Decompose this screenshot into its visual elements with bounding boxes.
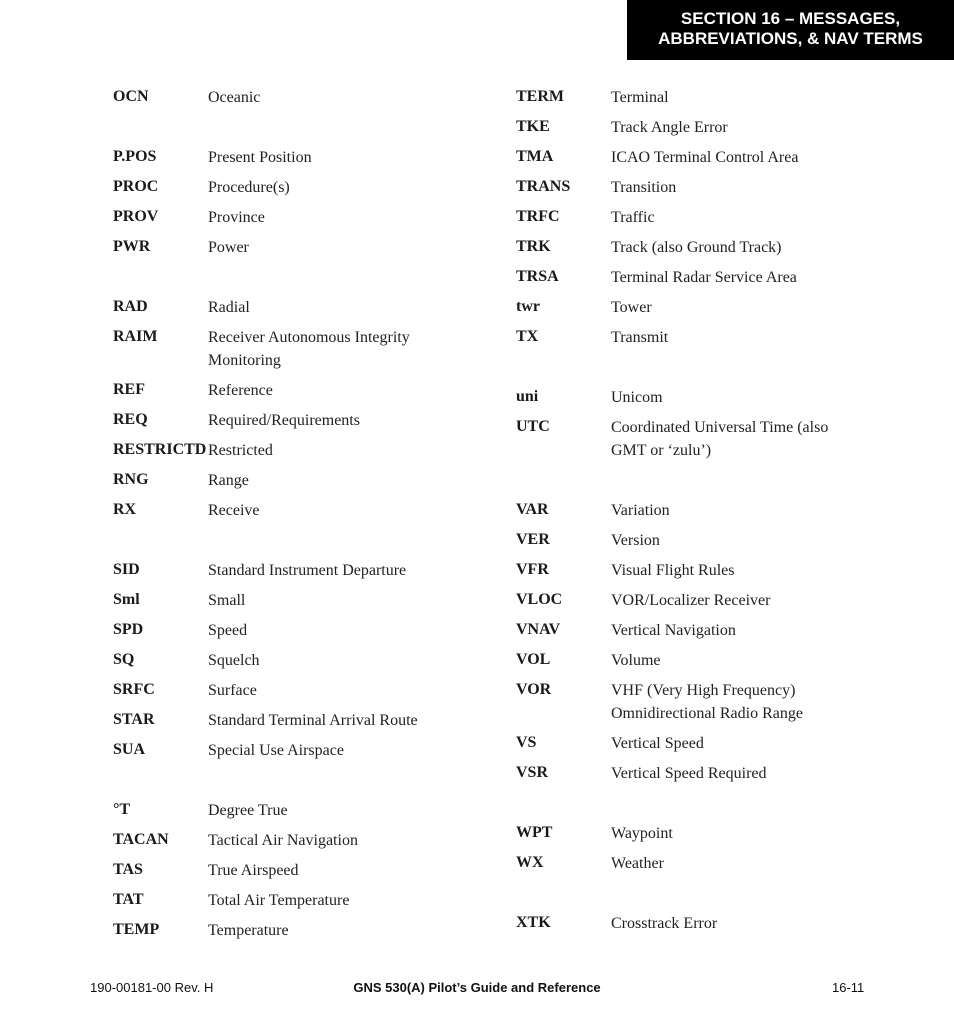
abbreviation-meaning: Speed: [208, 622, 248, 639]
abbreviation-code: VLOC: [516, 591, 563, 608]
footer-doc-number: 190-00181-00 Rev. H: [90, 980, 214, 995]
abbreviation-meaning: Standard Instrument Departure: [208, 562, 407, 579]
abbreviation-code: SID: [113, 561, 140, 578]
abbreviation-code: REF: [113, 381, 145, 398]
abbreviation-code: SRFC: [113, 681, 155, 698]
abbreviation-entry: [113, 829, 443, 859]
abbreviations-left-column: [113, 86, 443, 949]
abbreviation-meaning: Track (also Ground Track): [611, 239, 782, 256]
abbreviation-entry: [113, 499, 443, 529]
abbreviation-code: P.POS: [113, 148, 157, 165]
abbreviation-meaning: Degree True: [208, 802, 288, 819]
abbreviation-meaning: Range: [208, 472, 249, 489]
abbreviation-code: VFR: [516, 561, 549, 578]
abbreviation-entry: [113, 236, 443, 266]
abbreviation-entry: [113, 649, 443, 679]
abbreviation-meaning: Province: [208, 209, 265, 226]
abbreviation-code: TACAN: [113, 831, 169, 848]
abbreviation-entry: [113, 176, 443, 206]
section-header-line1: SECTION 16 – MESSAGES,: [680, 9, 901, 28]
abbreviation-code: PROV: [113, 208, 159, 225]
abbreviation-code: PWR: [113, 238, 151, 255]
abbreviation-entry: [516, 296, 846, 326]
abbreviation-code: VNAV: [516, 621, 561, 638]
abbreviation-code: TRSA: [516, 268, 559, 285]
abbreviation-entry: [516, 649, 846, 679]
abbreviation-code: TX: [516, 328, 539, 345]
abbreviation-entry: [516, 146, 846, 176]
abbreviation-meaning: Small: [208, 592, 246, 609]
abbreviation-code: UTC: [516, 418, 550, 435]
abbreviation-code: TERM: [516, 88, 564, 105]
abbreviation-code: VS: [516, 734, 537, 751]
abbreviation-meaning: Variation: [611, 502, 670, 519]
abbreviation-meaning: Power: [208, 239, 249, 256]
abbreviation-meaning: Terminal: [611, 89, 669, 106]
abbreviation-meaning: Tower: [611, 299, 652, 316]
abbreviation-meaning: VHF (Very High Frequency) Omnidirectional Radio Range: [611, 682, 803, 722]
abbreviation-entry: [113, 439, 443, 469]
abbreviation-meaning: Radial: [208, 299, 250, 316]
abbreviation-code: °T: [113, 801, 131, 818]
abbreviation-meaning: Vertical Speed Required: [611, 765, 767, 782]
abbreviation-meaning: Receive: [208, 502, 260, 519]
abbreviation-meaning: Vertical Speed: [611, 735, 704, 752]
abbreviation-meaning: Unicom: [611, 389, 663, 406]
abbreviation-meaning: Surface: [208, 682, 257, 699]
abbreviation-entry: [516, 86, 846, 116]
abbreviation-code: VOL: [516, 651, 551, 668]
abbreviation-entry: [113, 889, 443, 919]
abbreviation-meaning: Standard Terminal Arrival Route: [208, 712, 418, 729]
abbreviation-meaning: Transition: [611, 179, 677, 196]
abbreviation-meaning: VOR/Localizer Receiver: [611, 592, 771, 609]
abbreviation-entry: [516, 236, 846, 266]
abbreviation-code: TRFC: [516, 208, 560, 225]
abbreviation-entry: [113, 86, 443, 116]
abbreviation-meaning: Temperature: [208, 922, 289, 939]
abbreviation-entry: [516, 416, 846, 469]
abbreviation-code: VSR: [516, 764, 549, 781]
abbreviation-meaning: Waypoint: [611, 825, 673, 842]
abbreviation-entry: [113, 739, 443, 769]
abbreviation-entry: [516, 499, 846, 529]
abbreviation-entry: [113, 709, 443, 739]
abbreviation-code: TRK: [516, 238, 551, 255]
abbreviation-meaning: Transmit: [611, 329, 669, 346]
abbreviation-entry: [113, 619, 443, 649]
abbreviation-meaning: Terminal Radar Service Area: [611, 269, 797, 286]
abbreviation-code: VER: [516, 531, 550, 548]
abbreviation-meaning: Special Use Airspace: [208, 742, 344, 759]
abbreviation-entry: [516, 822, 846, 852]
abbreviation-meaning: Required/Requirements: [208, 412, 360, 429]
abbreviation-meaning: Weather: [611, 855, 664, 872]
abbreviation-entry: [516, 266, 846, 296]
abbreviation-entry: [113, 589, 443, 619]
abbreviation-code: RNG: [113, 471, 149, 488]
abbreviation-entry: [516, 206, 846, 236]
abbreviation-meaning: Volume: [611, 652, 661, 669]
abbreviation-code: SPD: [113, 621, 144, 638]
abbreviation-entry: [113, 146, 443, 176]
abbreviation-meaning: Tactical Air Navigation: [208, 832, 358, 849]
abbreviation-code: TEMP: [113, 921, 160, 938]
abbreviation-meaning: Squelch: [208, 652, 260, 669]
abbreviation-meaning: Coordinated Universal Time (also GMT or ‘zulu’): [611, 419, 829, 459]
abbreviation-code: WPT: [516, 824, 553, 841]
abbreviation-entry: [516, 619, 846, 649]
abbreviation-code: STAR: [113, 711, 155, 728]
abbreviation-entry: [113, 919, 443, 949]
abbreviation-code: RESTRICTD: [113, 441, 207, 458]
abbreviation-code: TAS: [113, 861, 143, 878]
abbreviation-entry: [516, 852, 846, 882]
footer-title: GNS 530(A) Pilot’s Guide and Reference: [353, 980, 601, 995]
abbreviation-code: OCN: [113, 88, 149, 105]
abbreviation-entry: [113, 859, 443, 889]
abbreviation-code: RX: [113, 501, 137, 518]
abbreviation-entry: [516, 679, 846, 732]
abbreviations-right-column: [516, 86, 846, 942]
abbreviation-entry: [516, 732, 846, 762]
abbreviation-code: PROC: [113, 178, 159, 195]
abbreviation-code: VAR: [516, 501, 549, 518]
abbreviation-code: twr: [516, 298, 540, 315]
abbreviation-meaning: Reference: [208, 382, 273, 399]
abbreviation-meaning: True Airspeed: [208, 862, 299, 879]
abbreviation-code: TRANS: [516, 178, 571, 195]
abbreviation-code: VOR: [516, 681, 552, 698]
abbreviation-meaning: Restricted: [208, 442, 273, 459]
abbreviation-meaning: Vertical Navigation: [611, 622, 736, 639]
abbreviation-meaning: Visual Flight Rules: [611, 562, 735, 579]
abbreviation-code: Sml: [113, 591, 140, 608]
abbreviation-entry: [113, 559, 443, 589]
abbreviation-entry: [516, 762, 846, 792]
abbreviation-entry: [113, 206, 443, 236]
abbreviation-entry: [516, 386, 846, 416]
abbreviation-meaning: Crosstrack Error: [611, 915, 718, 932]
abbreviation-meaning: Version: [611, 532, 660, 549]
abbreviation-code: XTK: [516, 914, 551, 931]
abbreviation-entry: [113, 379, 443, 409]
abbreviation-meaning: Receiver Autonomous Integrity Monitoring: [208, 329, 410, 369]
abbreviation-code: RAIM: [113, 328, 158, 345]
abbreviation-entry: [113, 296, 443, 326]
abbreviation-code: uni: [516, 388, 539, 405]
footer-page-number: 16-11: [832, 980, 865, 995]
abbreviation-meaning: Total Air Temperature: [208, 892, 350, 909]
abbreviation-code: REQ: [113, 411, 148, 428]
abbreviation-code: TMA: [516, 148, 554, 165]
abbreviation-meaning: Present Position: [208, 149, 312, 166]
abbreviation-code: SQ: [113, 651, 135, 668]
section-header: [627, 0, 954, 60]
abbreviation-meaning: ICAO Terminal Control Area: [611, 149, 799, 166]
abbreviation-entry: [113, 409, 443, 439]
abbreviation-entry: [516, 176, 846, 206]
abbreviation-meaning: Track Angle Error: [611, 119, 728, 136]
abbreviation-entry: [113, 799, 443, 829]
abbreviation-meaning: Procedure(s): [208, 179, 290, 196]
abbreviation-entry: [516, 559, 846, 589]
abbreviation-code: TKE: [516, 118, 550, 135]
abbreviation-code: SUA: [113, 741, 146, 758]
abbreviation-entry: [113, 326, 443, 379]
section-header-line2: ABBREVIATIONS, & NAV TERMS: [658, 29, 923, 48]
abbreviation-meaning: Traffic: [611, 209, 655, 226]
abbreviation-code: WX: [516, 854, 544, 871]
abbreviation-entry: [113, 679, 443, 709]
abbreviation-entry: [516, 589, 846, 619]
abbreviation-meaning: Oceanic: [208, 89, 261, 106]
abbreviation-entry: [516, 912, 846, 942]
abbreviation-code: RAD: [113, 298, 148, 315]
abbreviation-entry: [516, 116, 846, 146]
abbreviation-entry: [516, 529, 846, 559]
abbreviation-entry: [113, 469, 443, 499]
abbreviation-entry: [516, 326, 846, 356]
abbreviation-code: TAT: [113, 891, 144, 908]
